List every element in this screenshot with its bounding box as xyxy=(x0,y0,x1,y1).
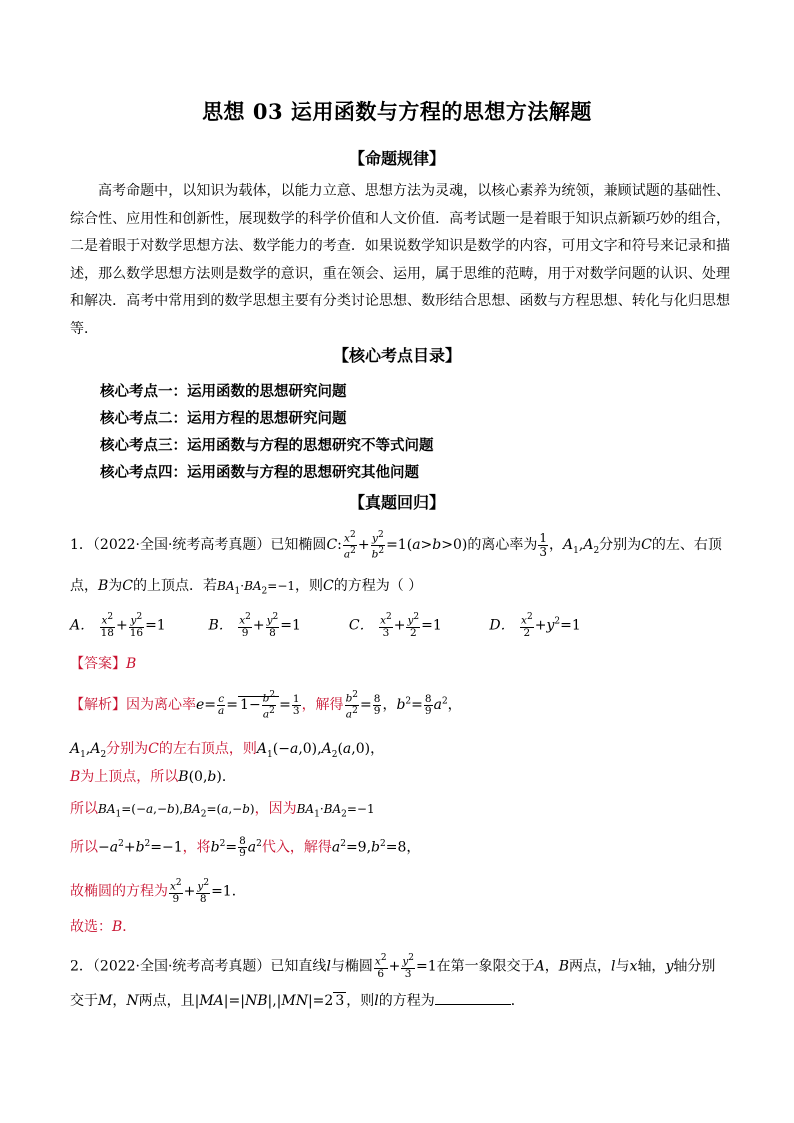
analysis-line-1: 【解析】因为离心率e= $\frac{c}{a}$ = 1− $\frac{b^2}{a^2}$ = $\frac{1}{3}$ ，解得 $\frac{b^2}{a^2}$ = $\frac{8}{9}$ ，$b^2=$ $\frac{8}{9}$ $a^2$， xyxy=(70,690,462,720)
option-a: A． $\frac{x^2}{18}$ + $\frac{y^2}{16}$ =1 xyxy=(70,612,166,639)
analysis-line-4: 所以$BA_1=(-a,-b),BA_2=(a,-b)$，因为$BA_1\cdot BA_2=-1$ xyxy=(70,801,375,820)
section-heading-real: 【真题回归】 xyxy=(348,493,445,512)
toc-item-3: 核心考点三：运用函数与方程的思想研究不等式问题 xyxy=(100,437,434,454)
analysis-line-6: 故椭圆的方程为 $\frac{x^2}{9}$ + $\frac{y^2}{8}$ =1． xyxy=(70,878,246,905)
toc-item-2: 核心考点二：运用方程的思想研究问题 xyxy=(100,410,347,427)
question-2-line-1: 2．（2022·全国·统考高考真题）已知直线l与椭圆 $\frac{x^2}{6}$ + $\frac{y^2}{3}$ =1在第一象限交于A，B两点，l与x轴，y轴分别 xyxy=(70,953,716,980)
question-2-line-2: 交于M，N两点，且|MA|=|NB|,|MN|=2 3 ，则l的方程为 ． xyxy=(70,993,525,1009)
answer-value: B xyxy=(126,656,137,672)
question-1-options xyxy=(70,612,601,639)
analysis-line-5: 所以$-a^2+b^2=-1$，将$b^2=$ $\frac{8}{9}$ $a^2$代入，解得$a^2=9,b^2=8$， xyxy=(70,835,421,859)
intro-paragraph: 高考命题中，以知识为载体，以能力立意、思想方法为灵魂，以核心素养为统领，兼顾试题的基础性、综合性、应用性和创新性，展现数学的科学价值和人文价值．高考试题一是着眼于知识点新颖巧妙的组合，二是着眼于对数学思想方法、数学能力的考查．如果说数学知识是数学的内容，可用文字和符号来记录和描述，那么数学思想方法则是数学的意识，重在领会、运用，属于思维的范畴，用于对数学问题的认识、处理和解决．高考中常用到的数学思想主要有分类讨论思想、数形结合思想、函数与方程思想、转化与化归思想等． xyxy=(70,183,730,337)
toc-item-1: 核心考点一：运用函数的思想研究问题 xyxy=(100,383,347,400)
option-c: C． $\frac{x^2}{3}$ + $\frac{y^2}{2}$ =1 xyxy=(348,612,442,639)
section-heading-rules: 【命题规律】 xyxy=(348,149,445,168)
analysis-line-3: B为上顶点，所以B(0,b)． xyxy=(70,769,236,785)
analysis-line-7: 故选：B． xyxy=(70,919,137,935)
toc-item-4: 核心考点四：运用函数与方程的思想研究其他问题 xyxy=(100,464,419,481)
question-1-line-1: 1．（2022·全国·统考高考真题）已知椭圆C: $\frac{x^2}{a^2}$ + $\frac{y^2}{b^2}$ =1(a>b>0)的离心率为 $\frac{1}{3}$ ，$A_1,A_2$分别为C的左、右顶 xyxy=(70,530,722,560)
option-d: D． $\frac{x^2}{2}$ $+y^2=1$ xyxy=(489,612,581,639)
answer-label: 【答案】 xyxy=(70,656,126,672)
answer-line xyxy=(70,653,136,673)
section-heading-toc: 【核心考点目录】 xyxy=(332,346,461,365)
analysis-line-2: $A_1,A_2$分别为C的左右顶点，则$A_1(-a,0),A_2(a,0)$， xyxy=(70,741,385,760)
option-b: B． $\frac{x^2}{9}$ + $\frac{y^2}{8}$ =1 xyxy=(208,612,301,639)
page-title: 思想 03 运用函数与方程的思想方法解题 xyxy=(202,99,592,124)
answer-blank[interactable] xyxy=(435,992,511,1005)
question-1-line-2: 点，B为C的上顶点．若$BA_1\cdot BA_2=-1$，则C的方程为（ ） xyxy=(70,578,423,597)
